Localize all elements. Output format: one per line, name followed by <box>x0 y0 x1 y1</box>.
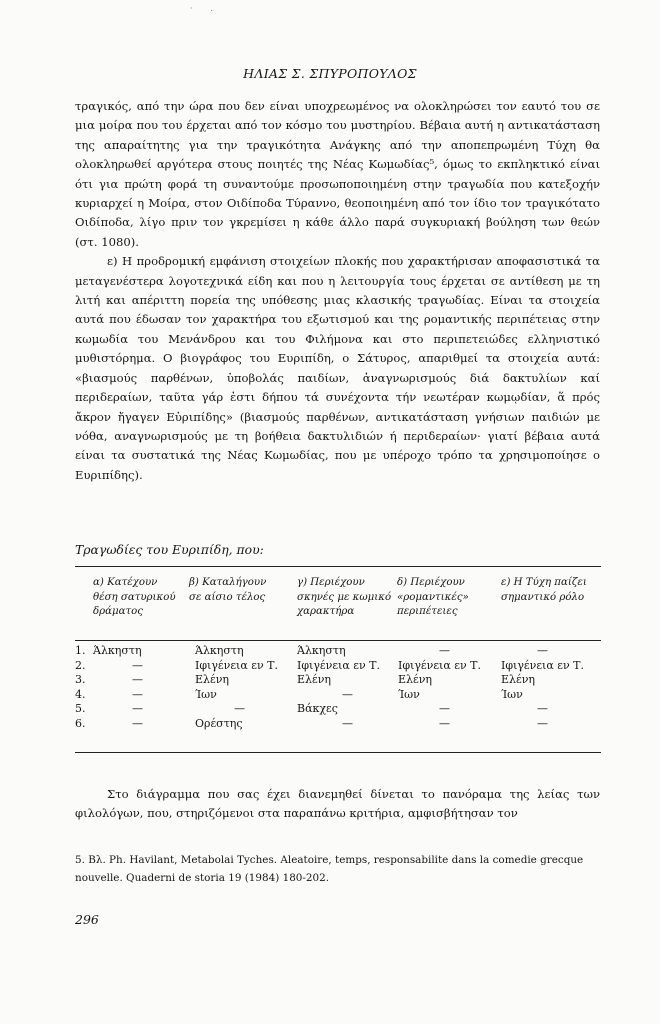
cell-b: Άλκηστη <box>195 644 244 657</box>
cell-d: Ελένη <box>398 673 432 687</box>
cell-b: Ελένη <box>195 673 229 687</box>
row-number: 4. <box>75 687 86 701</box>
row-number: 3. <box>75 673 86 687</box>
paragraph-2: ε) Η προδρομική εμφάνιση στοιχείων πλοκής που χαρακτήρισαν αποφασιστικά τα μεταγενέστερα λογοτεχνικά είδη και που η λειτουργία τους έρχεται σε αντίθεση με τη λιτή και απέριττη πορεία της υπόθεσης μιας κλασικής τραγωδίας. Είναι τα στοιχεία αυτά που έδωσαν τον χαρακτήρα του εξωτισμού και της ρομαντικής περιπέτειας στην κωμωδία του Μενάνδρου και του Φιλήμονα και στο περιπετειώδες ελληνιστικό μυθιστόρημα. Ο βιογράφος του Ευριπίδη, ο Σάτυρος, απαριθμεί τα στοιχεία αυτά: «βιασμούς παρθένων, ὑποβολάς παιδίων, ἀναγνωρισμούς διά δακτυλίων καί περιδεραίων, ταῦτα γάρ ἐστι δήπου τά συνέχοντα τήν νεωτέραν κωμῳδίαν, ἅ πρός ἄκρον ἤγαγεν Εὐριπίδης» (βιασμούς παρθένων, αντικατάσταση γνήσιων παιδιών με νόθα, αναγνωρισμούς με τη βοήθεια δακτυλιδιών ή περιδεραίων· γιατί βέβαια αυτά είναι τα συστατικά της Νέας Κωμωδίας, που με υπέροχο τρόπο τα χρησιμοποίησε ο Ευριπίδης). <box>75 254 600 482</box>
table-bottom-rule <box>75 752 601 753</box>
paragraph-1: τραγικός, από την ώρα που δεν είναι υποχρεωμένος να ολοκληρώσει τον εαυτό του σε μια μοίρα που του έρχεται από τον κόσμο του μυστηρίου. Βέβαια αυτή η αντικατάσταση της απαραίτητης για την τραγικότητα Ανάγκης από την αποπεπρωμένη Τύχη θα ολοκληρωθεί αργότερα στους ποιητές της Νέας Κωμωδίας⁵, όμως το εκπληκτικό είναι ότι για πρώτη φορά τη συναντούμε προσωποποιημένη στην τραγωδία που κατεξοχήν κυριαρχεί η Μοίρα, στον Οιδίποδα Τύραννο, θεοποιημένη από τον ίδιο τον τραγικότατο Οιδίποδα, λίγο πριν τον γκρεμίσει η κάθε άλλο παρά συγκυριακή βούληση των θεών (στ. 1080). <box>75 99 600 249</box>
cell-a: — <box>132 716 143 730</box>
cell-a: — <box>132 658 143 672</box>
cell-b: — <box>234 702 245 716</box>
table-row <box>75 702 601 717</box>
table-header <box>75 567 601 637</box>
cell-a: — <box>132 687 143 701</box>
col-head-a: α) Κατέχουν θέση σατυρικού δράματος <box>93 577 176 617</box>
cell-b: Ίων <box>195 687 217 701</box>
table-header-rule <box>75 640 601 641</box>
table-row <box>75 659 601 674</box>
table-row <box>75 673 601 688</box>
row-number: 1. <box>75 644 86 657</box>
cell-d: — <box>439 702 450 716</box>
cell-c: — <box>342 716 353 730</box>
cell-d: — <box>439 644 450 657</box>
table-row <box>75 644 601 659</box>
page-number: 296 <box>75 912 99 927</box>
cell-a: — <box>132 673 143 687</box>
cell-b: Ορέστης <box>195 716 243 730</box>
scan-specks: · . <box>190 4 213 13</box>
cell-e: — <box>537 716 548 730</box>
col-head-c: γ) Περιέχουν σκηνές με κωμικό χαρακτήρα <box>297 577 392 617</box>
table-row <box>75 717 601 732</box>
col-head-d: δ) Περιέχουν «ρομαντικές» περιπέτειες <box>397 577 469 617</box>
row-number: 2. <box>75 658 86 672</box>
cell-c: Ελένη <box>297 673 331 687</box>
cell-e: Ελένη <box>501 673 535 687</box>
cell-e: Ιφιγένεια εν Τ. <box>501 658 584 672</box>
cell-b: Ιφιγένεια εν Τ. <box>195 658 278 672</box>
cell-d: Ίων <box>398 687 420 701</box>
criteria-table <box>75 566 601 732</box>
cell-e: Ίων <box>501 687 523 701</box>
row-number: 6. <box>75 716 86 730</box>
cell-a: — <box>132 702 143 716</box>
col-head-e: ε) Η Τύχη παίζει σημαντικό ρόλο <box>501 577 587 603</box>
cell-c: Ιφιγένεια εν Τ. <box>297 658 380 672</box>
cell-d: — <box>439 716 450 730</box>
running-header: ΗΛΙΑΣ Σ. ΣΠΥΡΟΠΟΥΛΟΣ <box>243 66 417 81</box>
section-title: Τραγωδίες του Ευριπίδη, που: <box>75 542 264 557</box>
table-body <box>75 644 601 732</box>
cell-d: Ιφιγένεια εν Τ. <box>398 658 481 672</box>
footnote: 5. Βλ. Ph. Havilant, Metabolai Tyches. Aleatoire, temps, responsabilite dans la comedie grecque nouvelle. Quaderni de storia 19 (1984) 180-202. <box>75 854 584 884</box>
table-row <box>75 688 601 703</box>
cell-e: — <box>537 702 548 716</box>
cell-c: Βάκχες <box>297 702 338 716</box>
col-head-b: β) Καταλήγουν σε αίσιο τέλος <box>189 577 267 603</box>
paragraph-3: Στο διάγραμμα που σας έχει διανεμηθεί δίνεται το πανόραμα της λείας των φιλολόγων, που, στηριζόμενοι στα παραπάνω κριτήρια, αμφισβήτησαν τον <box>75 786 600 820</box>
cell-e: — <box>537 644 548 657</box>
body-text <box>75 97 600 485</box>
cell-c: Άλκηστη <box>297 644 346 657</box>
row-number: 5. <box>75 702 86 716</box>
cell-a: Άλκηστη <box>93 644 142 657</box>
cell-c: — <box>342 687 353 701</box>
